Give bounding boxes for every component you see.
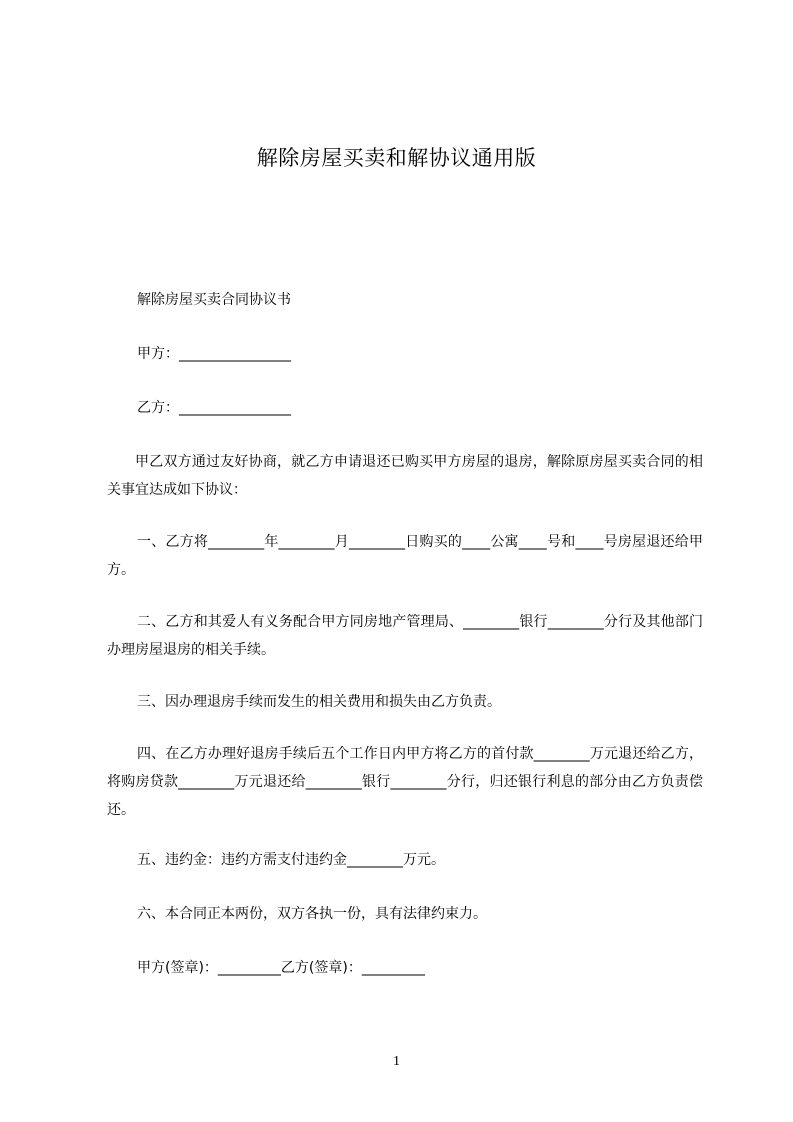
document-title: 解除房屋买卖和解协议通用版: [256, 146, 537, 170]
intro-paragraph: 甲乙双方通过友好协商，就乙方申请退还已购买甲方房屋的退房，解除原房屋买卖合同的相关事宜达成如下协议：: [107, 454, 703, 498]
party-a-line: 甲方：________________: [137, 346, 291, 362]
signature-line: 甲方(签章)：_________乙方(签章)：_________: [137, 960, 425, 976]
agreement-heading: 解除房屋买卖合同协议书: [137, 292, 291, 308]
clause-4: 四、在乙方办理好退房手续后五个工作日内甲方将乙方的首付款________万元退还给乙方，将购房贷款________万元退还给________银行________分行，归还银行利息的部分由乙方负责偿还。: [107, 746, 703, 818]
clause-3: 三、因办理退房手续而发生的相关费用和损失由乙方负责。: [137, 694, 501, 710]
party-b-line: 乙方：________________: [137, 400, 291, 416]
clause-5: 五、违约金：违约方需支付违约金________万元。: [137, 852, 445, 868]
page-number: 1: [393, 1054, 400, 1069]
clause-6: 六、本合同正本两份，双方各执一份，具有法律约束力。: [137, 906, 487, 922]
clause-2: 二、乙方和其爱人有义务配合甲方同房地产管理局、________银行________分行及其他部门办理房屋退房的相关手续。: [107, 614, 703, 658]
clause-1: 一、乙方将________年________月________日购买的____公寓____号和____号房屋退还给甲方。: [107, 534, 703, 578]
